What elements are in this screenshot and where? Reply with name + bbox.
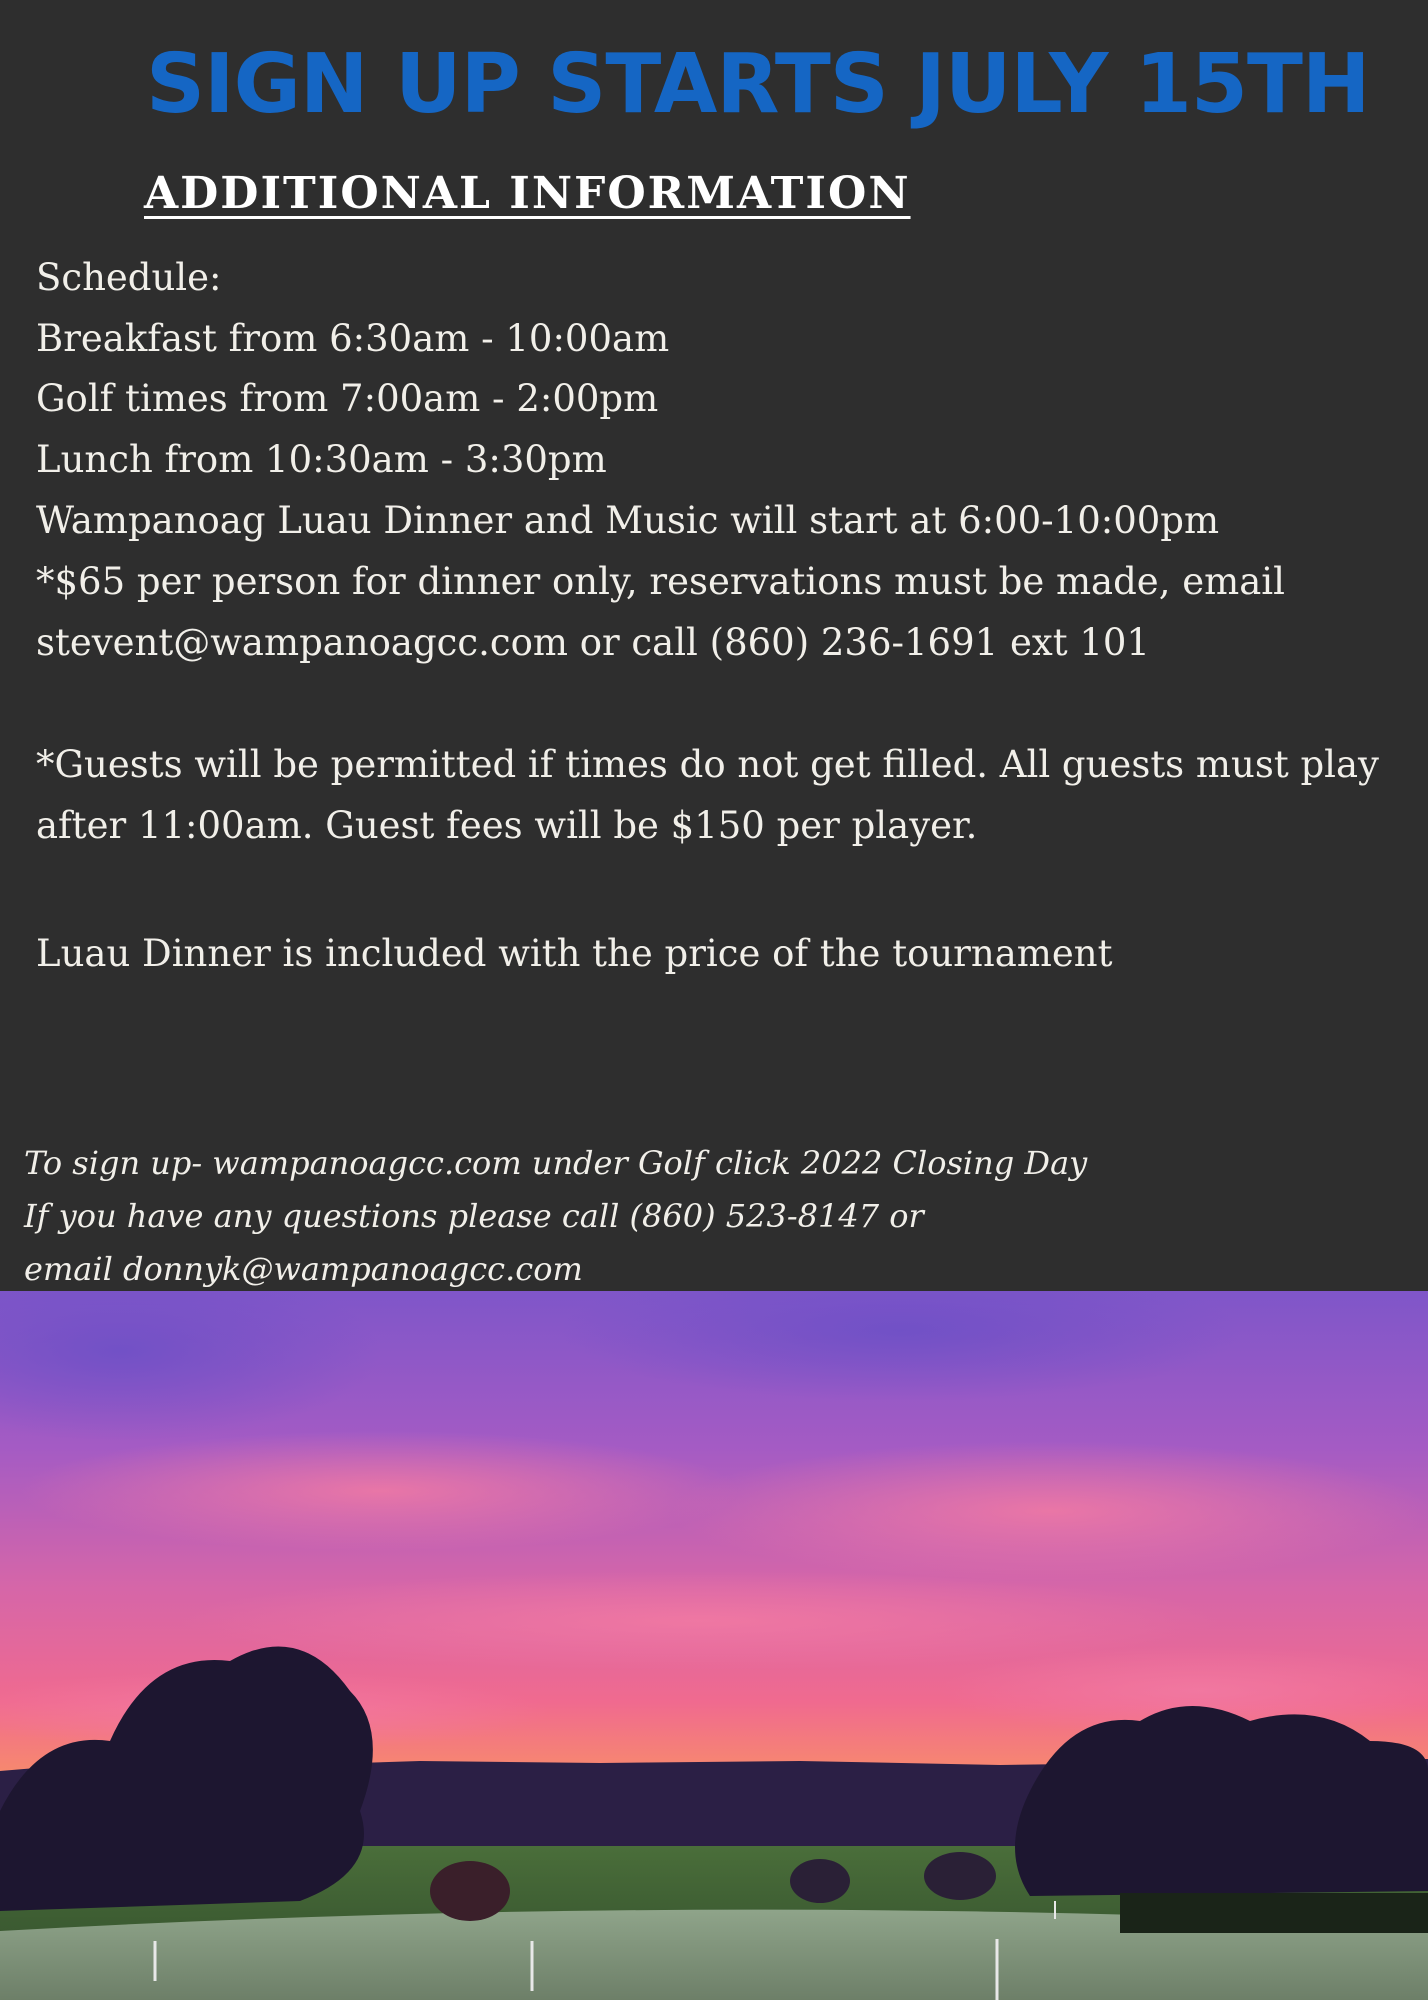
dinner-contact: stevent@wampanoagcc.com or call (860) 236-1691 ext 101 <box>36 621 1150 664</box>
guests-note-line-2: after 11:00am. Guest fees will be $150 per player. <box>36 804 978 847</box>
schedule-golf-times: Golf times from 7:00am - 2:00pm <box>36 377 659 420</box>
schedule-dinner: Wampanoag Luau Dinner and Music will start at 6:00-10:00pm <box>36 499 1220 542</box>
schedule-heading: Schedule: <box>36 256 222 299</box>
dinner-price-note: *$65 per person for dinner only, reservations must be made, email <box>36 560 1285 603</box>
sunset-golf-course-photo <box>0 1291 1428 2000</box>
questions-phone: If you have any questions please call (860) 523-8147 or <box>24 1197 924 1235</box>
questions-email: email donnyk@wampanoagcc.com <box>24 1250 583 1288</box>
section-title: ADDITIONAL INFORMATION <box>144 168 911 219</box>
schedule-lunch: Lunch from 10:30am - 3:30pm <box>36 438 607 481</box>
headline: SIGN UP STARTS JULY 15TH <box>146 37 1370 132</box>
signup-instructions: To sign up- wampanoagcc.com under Golf click 2022 Closing Day <box>24 1144 1088 1182</box>
luau-dinner-note: Luau Dinner is included with the price of the tournament <box>36 932 1113 975</box>
guests-note-line-1: *Guests will be permitted if times do not get filled. All guests must play <box>36 743 1379 786</box>
schedule-breakfast: Breakfast from 6:30am - 10:00am <box>36 317 670 360</box>
